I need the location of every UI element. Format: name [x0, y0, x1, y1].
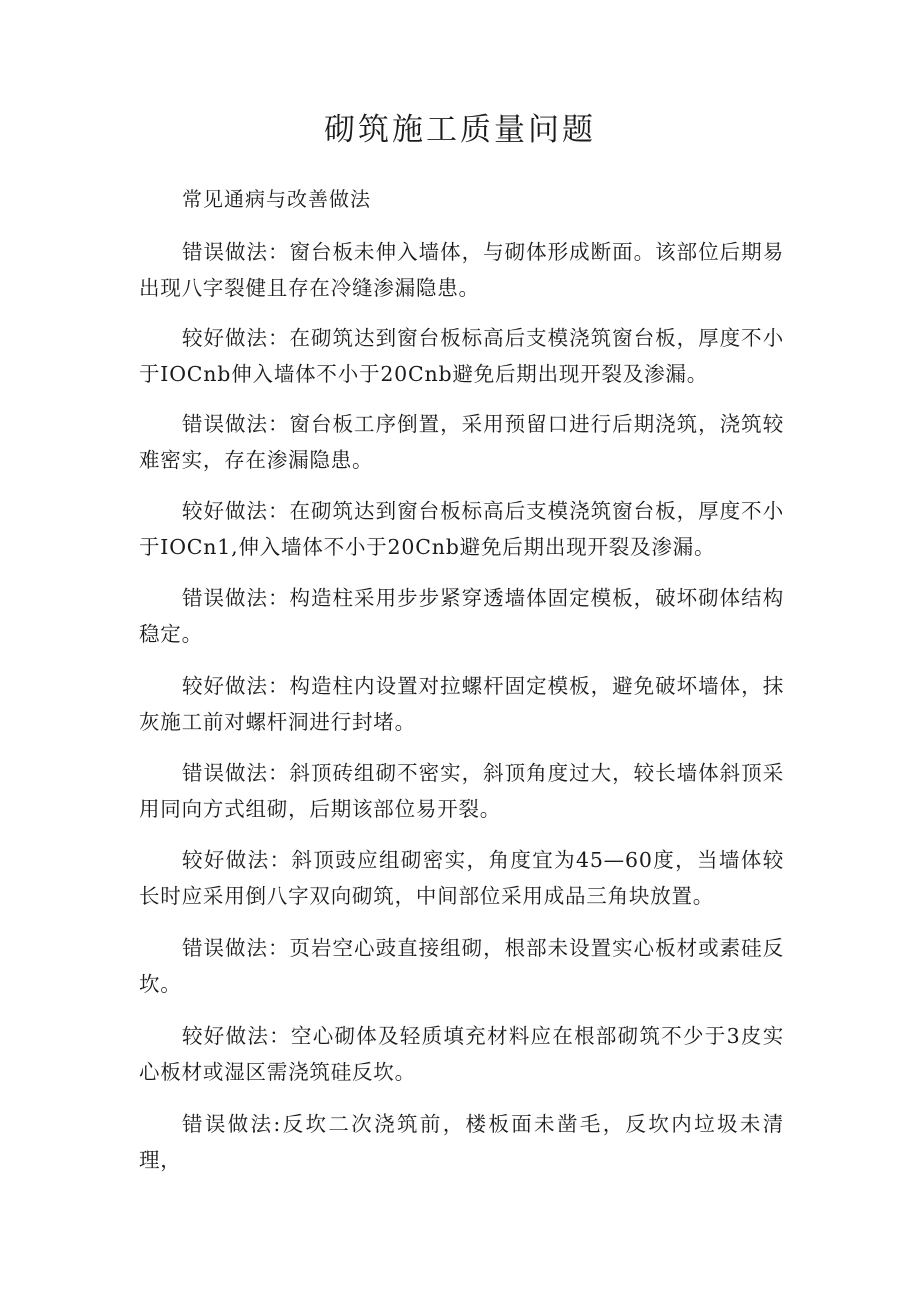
paragraph-1: 错误做法：窗台板未伸入墙体，与砌体形成断面。该部位后期易出现八字裂健且存在冷缝渗漏隐患。	[139, 240, 784, 300]
paragraph-4: 较好做法：在砌筑达到窗台板标高后支模浇筑窗台板，厚度不小于IOCn1,伸入墙体不小于20Cnb避免后期出现开裂及渗漏。	[139, 499, 784, 559]
paragraph-2: 较好做法：在砌筑达到窗台板标高后支模浇筑窗台板，厚度不小于IOCnb伸入墙体不小于20Cnb避免后期出现开裂及渗漏。	[139, 326, 784, 386]
paragraph-7: 错误做法：斜顶砖组砌不密实，斜顶角度过大，较长墙体斜顶采用同向方式组砌，后期该部位易开裂。	[139, 761, 784, 821]
paragraph-9: 错误做法：页岩空心豉直接组砌，根部未设置实心板材或素硅反坎。	[139, 936, 784, 996]
paragraph-8: 较好做法：斜顶豉应组砌密实，角度宜为45—60度，当墙体较长时应采用倒八字双向砌筑，中间部位采用成品三角块放置。	[139, 848, 784, 908]
document-subtitle: 常见通病与改善做法	[182, 187, 371, 211]
paragraph-6: 较好做法：构造柱内设置对拉螺杆固定模板，避免破坏墙体，抹灰施工前对螺杆洞进行封堵。	[139, 674, 784, 734]
paragraph-11: 错误做法:反坎二次浇筑前，楼板面未凿毛，反坎内垃圾未清理，	[139, 1112, 784, 1172]
paragraph-10: 较好做法：空心砌体及轻质填充材料应在根部砌筑不少于3皮实心板材或湿区需浇筑硅反坎。	[139, 1024, 784, 1084]
document-title: 砌筑施工质量问题	[324, 112, 596, 148]
paragraph-3: 错误做法：窗台板工序倒置，采用预留口进行后期浇筑，浇筑较难密实，存在渗漏隐患。	[139, 412, 784, 472]
paragraph-5: 错误做法：构造柱采用步步紧穿透墙体固定模板，破坏砌体结构稳定。	[139, 586, 784, 646]
